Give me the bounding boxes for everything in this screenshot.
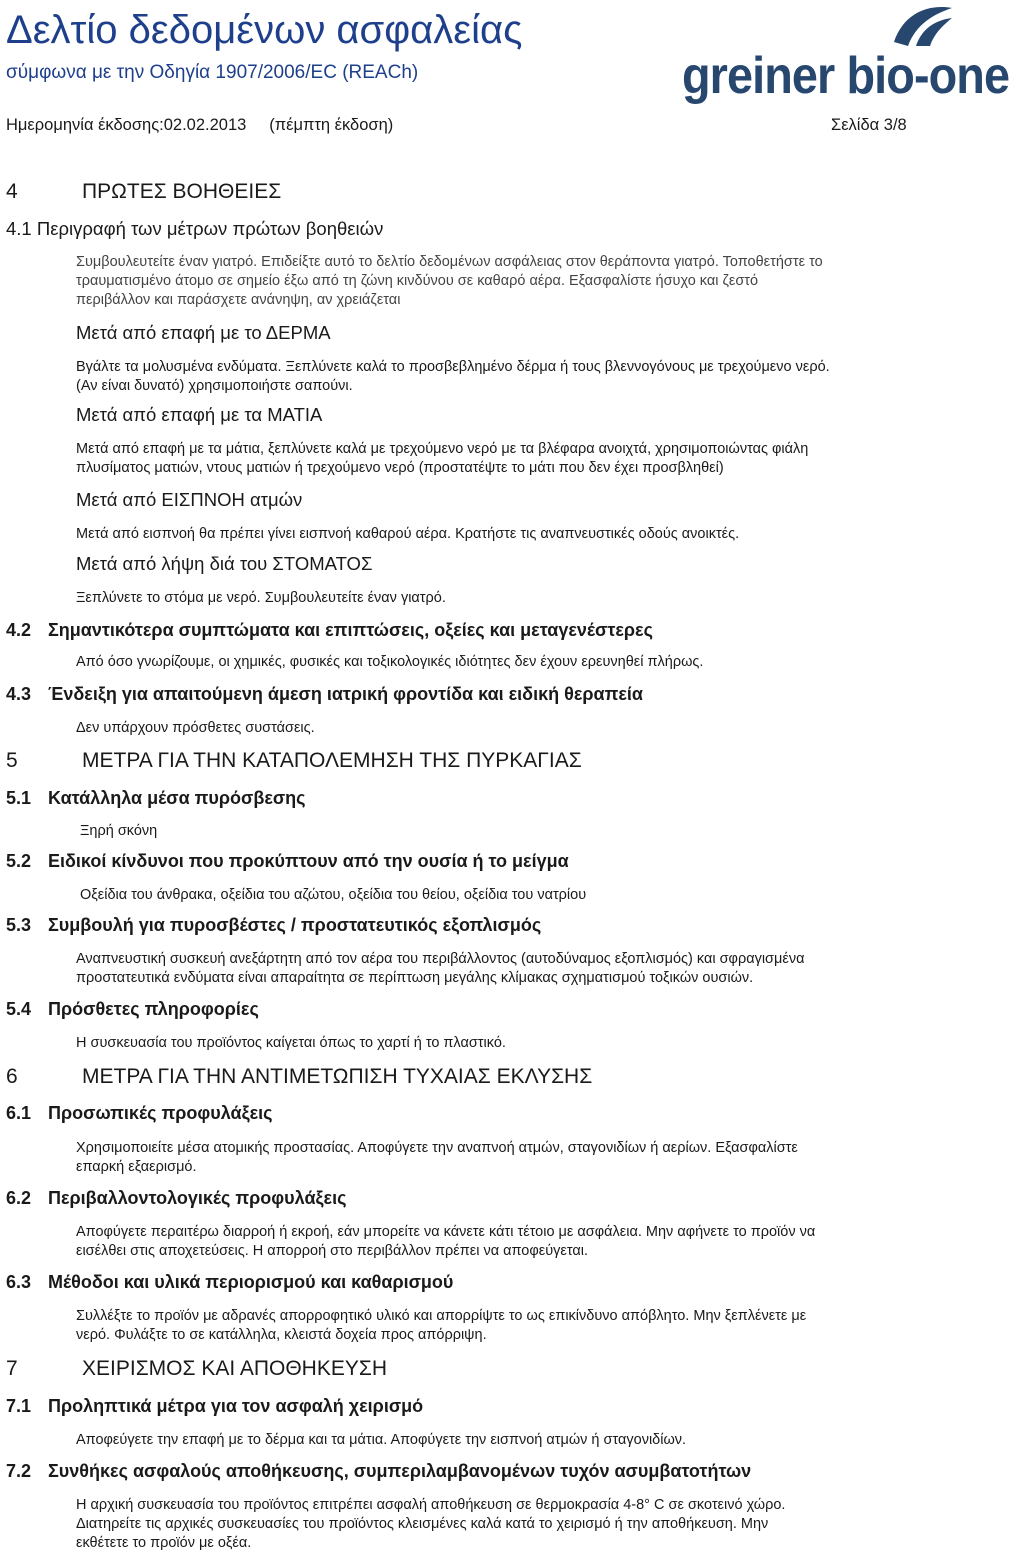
section-title: ΠΡΩΤΕΣ ΒΟΗΘΕΙΕΣ [82,180,282,203]
paragraph-line: Μετά από επαφή με τα μάτια, ξεπλύνετε καλά με τρεχούμενο νερό με τα βλέφαρα ανοιχτά, χρησιμοποιώντας φιάλη [76,441,809,457]
subsection-7-1-heading [6,1396,906,1420]
subsection-number: 7.1 [6,1396,32,1416]
section-title: ΧΕΙΡΙΣΜΟΣ ΚΑΙ ΑΠΟΘΗΚΕΥΣΗ [82,1357,388,1380]
subsection-5-1-heading [6,788,906,812]
section-4-heading [6,180,906,206]
paragraph-line: περιβάλλον και παράσχετε ανάνηψη, αν χρειάζεται [76,292,401,308]
subsection-title: Ένδειξη για απαιτούμενη άμεση ιατρική φροντίδα και ειδική θεραπεία [48,684,643,704]
subsection-number: 5.1 [6,788,32,808]
subsection-number: 6.1 [6,1103,32,1123]
subsection-4-2-heading [6,620,906,644]
subsection-title: Συνθήκες ασφαλούς αποθήκευσης, συμπεριλαμβανομένων τυχόν ασυμβατοτήτων [48,1461,752,1481]
subsection-title: Ειδικοί κίνδυνοι που προκύπτουν από την ουσία ή το μείγμα [48,851,569,871]
subsection-number: 6.3 [6,1272,32,1292]
subsection-title: Συμβουλή για πυροσβέστες / προστατευτικός εξοπλισμός [48,915,542,935]
paragraph-line: Αποφύγετε περαιτέρω διαρροή ή εκροή, εάν μπορείτε να κάνετε κάτι τέτοιο με ασφάλεια. Μην αφήνετε το προϊόν να [76,1224,816,1240]
paragraph-line: Χρησιμοποιείτε μέσα ατομικής προστασίας. Αποφύγετε την αναπνοή ατμών, σταγονιδίων ή αερίων. Εξασφαλίστε [76,1140,798,1156]
paragraph-line: Δεν υπάρχουν πρόσθετες συστάσεις. [76,720,315,736]
paragraph-line: Οξείδια του άνθρακα, οξείδια του αζώτου, οξείδια του θείου, οξείδια του νατρίου [80,887,587,903]
subsection-6-3-heading [6,1272,906,1296]
paragraph-line: εισέλθει στις αποχετεύσεις. Η απορροή στο περιβάλλον πρέπει να αποφεύγεται. [76,1243,589,1259]
section-title: ΜΕΤΡΑ ΓΙΑ ΤΗΝ ΑΝΤΙΜΕΤΩΠΙΣΗ ΤΥΧΑΙΑΣ ΕΚΛΥΣΗΣ [82,1065,593,1088]
paragraph-line: τραυματισμένο άτομο σε σημείο έξω από τη ζώνη κινδύνου σε καθαρό αέρα. Εξασφαλίστε ήσυχο και ζεστό [76,273,759,289]
subsection-number: 4.3 [6,684,32,704]
paragraph-line: Βγάλτε τα μολυσμένα ενδύματα. Ξεπλύνετε καλά το προσβεβλημένο δέρμα ή τους βλεννογόνους με τρεχούμενο νερό. [76,359,830,375]
paragraph-line: εκθέτετε το προϊόν με οξέα. [76,1535,252,1551]
issue-date: Ημερομηνία έκδοσης:02.02.2013 (πέμπτη έκδοση) [6,116,394,134]
paragraph-line: προστατευτικά ενδύματα είναι απαραίτητα σε περίπτωση μεγάλης κλίμακας σχηματισμού τοξικών ουσιών. [76,970,754,986]
paragraph-line: Η αρχική συσκευασία του προϊόντος επιτρέπει ασφαλή αποθήκευση σε θερμοκρασία 4-8° C σε σκοτεινό χώρο. [76,1497,786,1513]
paragraph-line: Συλλέξτε το προϊόν με αδρανές απορροφητικό υλικό και απορρίψτε το ως επικίνδυνο απόβλητο. Μην ξεπλένετε με [76,1308,807,1324]
subsection-5-4-heading [6,999,906,1023]
section-number: 4 [6,180,18,203]
subsection-title: Κατάλληλα μέσα πυρόσβεσης [48,788,306,808]
paragraph-line: Αναπνευστική συσκευή ανεξάρτητη από τον αέρα του περιβάλλοντος (αυτοδύναμος εξοπλισμός) και σφραγισμένα [76,951,805,967]
document-title: Δελτίο δεδομένων ασφαλείας [6,8,523,52]
subsection-title: Προληπτικά μέτρα για τον ασφαλή χειρισμό [48,1396,424,1416]
paragraph-line: Μετά από εισπνοή θα πρέπει γίνει εισπνοή καθαρού αέρα. Κρατήστε τις αναπνευστικές οδούς ανοικτές. [76,526,740,542]
section-number: 5 [6,749,18,772]
subsection-6-1-heading [6,1103,906,1127]
subsection-6-2-heading [6,1188,906,1212]
section-5-heading [6,749,906,775]
subsection-title: Προσωπικές προφυλάξεις [48,1103,273,1123]
subsection-5-3-heading [6,915,906,939]
paragraph-line: Ξηρή σκόνη [80,823,158,839]
subsection-number: 5.4 [6,999,32,1019]
paragraph-line: επαρκή εξαερισμό. [76,1159,197,1175]
subsection-title: Μέθοδοι και υλικά περιορισμού και καθαρισμού [48,1272,454,1292]
document-subtitle: σύμφωνα με την Οδηγία 1907/2006/EC (REACh) [6,62,419,83]
ingestion-heading: Μετά από λήψη διά του ΣΤΟΜΑΤΟΣ [76,553,373,574]
paragraph-line: πλυσίματος ματιών, ντους ματιών ή τρεχούμενο νερό (προστατέψτε το μάτι που δεν έχει προσβληθεί) [76,460,724,476]
section-7-heading [6,1357,906,1383]
subsection-4-1-heading: 4.1 Περιγραφή των μέτρων πρώτων βοηθειών [6,218,384,239]
subsection-5-2-heading [6,851,906,875]
section-title: ΜΕΤΡΑ ΓΙΑ ΤΗΝ ΚΑΤΑΠΟΛΕΜΗΣΗ ΤΗΣ ΠΥΡΚΑΓΙΑΣ [82,749,582,772]
company-logo: greiner bio-one [682,47,1009,105]
subsection-number: 5.3 [6,915,32,935]
subsection-title: Σημαντικότερα συμπτώματα και επιπτώσεις, οξείες και μεταγενέστερες [48,620,653,640]
subsection-number: 5.2 [6,851,32,871]
subsection-title: Περιβαλλοντολογικές προφυλάξεις [48,1188,347,1208]
eye-contact-heading: Μετά από επαφή με τα ΜΑΤΙΑ [76,404,323,425]
paragraph-line: Αποφεύγετε την επαφή με το δέρμα και τα μάτια. Αποφύγετε την εισπνοή ατμών ή σταγονιδίων. [76,1432,687,1448]
paragraph-line: νερό. Φυλάξτε το σε κατάλληλα, κλειστά δοχεία προς απόρριψη. [76,1327,487,1343]
subsection-number: 4.2 [6,620,32,640]
section-number: 6 [6,1065,18,1088]
paragraph-line: Η συσκευασία του προϊόντος καίγεται όπως το χαρτί ή το πλαστικό. [76,1035,506,1051]
subsection-number: 6.2 [6,1188,32,1208]
paragraph-line: Διατηρείτε τις αρχικές συσκευασίες του προϊόντος κλεισμένες καλά κατά το χειρισμό ή την αποθήκευση. Μην [76,1516,769,1532]
paragraph-line: Από όσο γνωρίζουμε, οι χημικές, φυσικές και τοξικολογικές ιδιότητες δεν έχουν ερευνηθεί πλήρως. [76,654,704,670]
subsection-number: 7.2 [6,1461,32,1481]
paragraph-line: Ξεπλύνετε το στόμα με νερό. Συμβουλευτείτε έναν γιατρό. [76,590,446,606]
paragraph-line: (Αν είναι δυνατό) χρησιμοποιήστε σαπούνι. [76,378,353,394]
logo-mark-icon [890,2,956,48]
page-number: Σελίδα 3/8 [831,116,907,134]
subsection-4-3-heading [6,684,906,708]
skin-contact-heading: Μετά από επαφή με το ΔΕΡΜΑ [76,322,331,343]
paragraph-line: Συμβουλευτείτε έναν γιατρό. Επιδείξτε αυτό το δελτίο δεδομένων ασφάλειας στον θεράποντα γιατρό. Τοποθετήστε το [76,254,823,270]
inhalation-heading: Μετά από ΕΙΣΠΝΟΗ ατμών [76,489,303,510]
subsection-7-2-heading [6,1461,946,1485]
section-6-heading [6,1065,906,1091]
subsection-title: Πρόσθετες πληροφορίες [48,999,259,1019]
section-number: 7 [6,1357,18,1380]
